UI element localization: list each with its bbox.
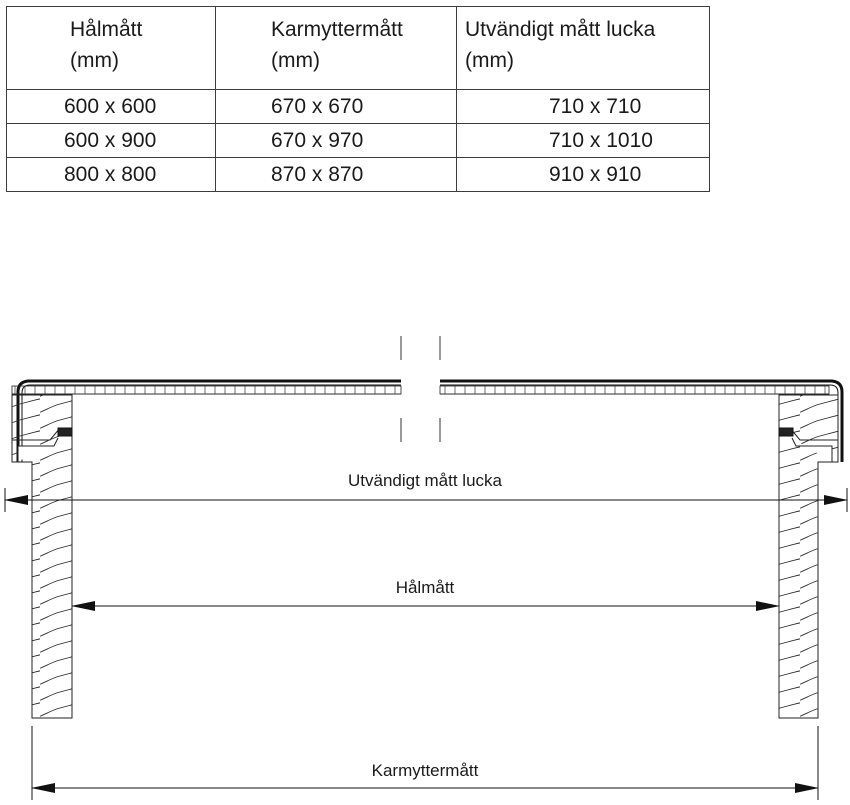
header-text: Utvändigt mått lucka [465,18,656,41]
table-cell: 600 x 600 [7,90,216,124]
table-cell: 600 x 900 [7,124,216,158]
header-unit: (mm) [271,49,320,72]
dimension-frame [32,726,818,800]
dimension-outer [5,471,847,512]
header-unit: (mm) [70,49,119,72]
frame-left [12,395,72,718]
table-cell: 800 x 800 [7,158,216,192]
table-cell: 710 x 1010 [457,124,710,158]
table-cell: 670 x 670 [216,90,457,124]
table-cell: 670 x 970 [216,124,457,158]
header-unit: (mm) [465,49,514,72]
header-text: Hålmått [70,18,143,41]
table-cell: 870 x 870 [216,158,457,192]
break-lines [401,336,440,442]
header-text: Karmyttermått [271,18,403,41]
label-halmatt: Hålmått [395,578,455,597]
table-cell: 910 x 910 [457,158,710,192]
table-cell: 710 x 710 [457,90,710,124]
dimension-hole [72,578,779,606]
frame-right [779,395,838,718]
label-karmyttermatt: Karmyttermått [371,761,479,780]
label-utvandigt-matt-lucka: Utvändigt mått lucka [347,471,503,490]
